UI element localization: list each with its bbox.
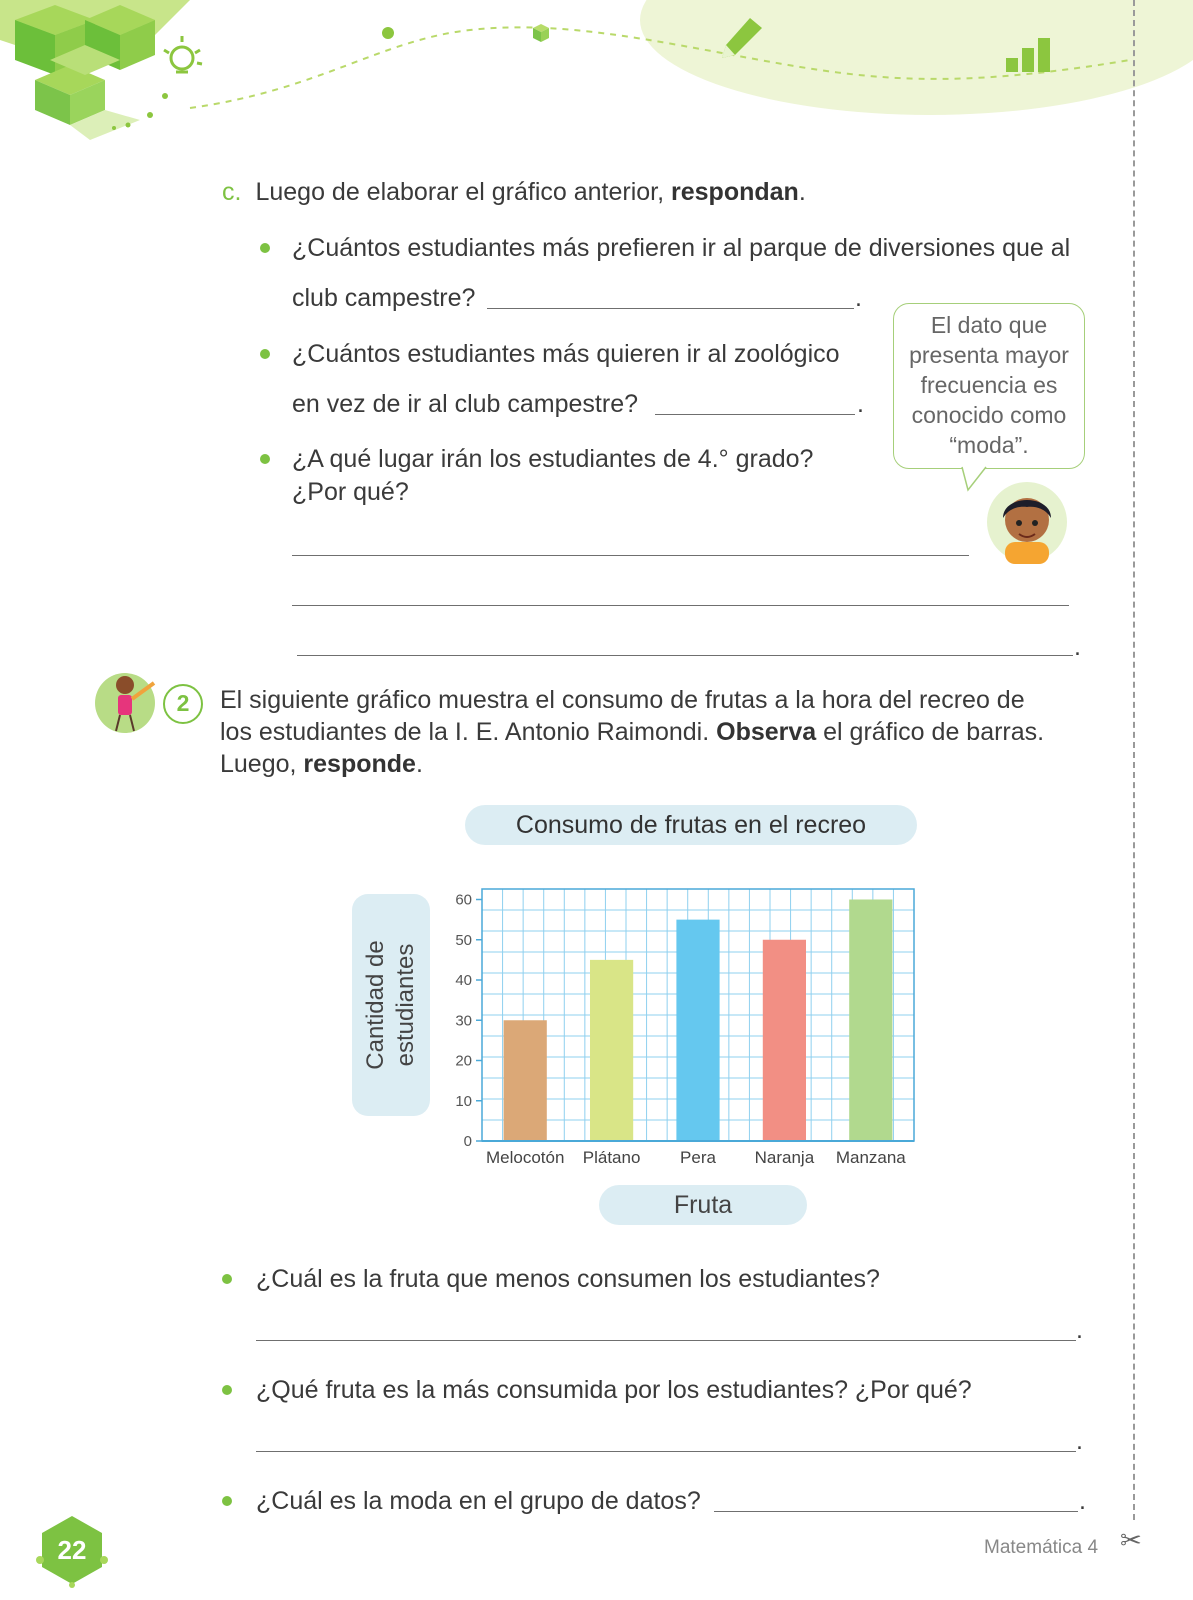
boy-avatar — [985, 480, 1069, 564]
girl-with-pencil-icon — [92, 665, 162, 735]
y-tick-label: 40 — [455, 972, 472, 989]
answer-line-2-3[interactable] — [714, 1511, 1078, 1512]
question-c2-line2: en vez de ir al club campestre? — [292, 390, 639, 418]
y-tick-label: 20 — [455, 1052, 472, 1070]
answer-dot: . — [1079, 1487, 1086, 1515]
question-c2-line1: ¿Cuántos estudiantes más quieren ir al zoológico — [292, 340, 840, 368]
answer-line-c3a[interactable] — [292, 555, 969, 556]
bullet — [222, 1274, 232, 1284]
section-c-intro: c. Luego de elaborar el gráfico anterior, respondan. — [222, 178, 806, 206]
activity-number-badge: 2 — [163, 684, 203, 724]
chart-title: Consumo de frutas en el recreo — [465, 805, 917, 845]
bullet — [260, 349, 270, 359]
answer-dot: . — [855, 284, 862, 312]
speech-bubble: El dato que presenta mayor frecuencia es conocido como “moda”. — [893, 303, 1085, 469]
bullet — [222, 1496, 232, 1506]
cut-line — [1133, 0, 1135, 1520]
answer-line-c2[interactable] — [655, 414, 855, 415]
bar-chart — [440, 862, 930, 1174]
bar-melocotón — [504, 1020, 547, 1141]
y-tick-label: 50 — [455, 931, 472, 949]
x-tick-label: Pera — [680, 1148, 716, 1167]
x-axis-label: Fruta — [599, 1185, 807, 1225]
x-tick-label: Melocotón — [485, 1148, 565, 1167]
answer-dot: . — [1074, 633, 1081, 661]
answer-line-2-2[interactable] — [256, 1451, 1076, 1452]
bar-manzana — [849, 900, 892, 1142]
bullet — [222, 1385, 232, 1395]
question-c1-line2: club campestre? — [292, 284, 476, 312]
scissors-icon: ✂ — [1120, 1525, 1142, 1555]
page-number: 22 — [57, 1535, 87, 1565]
bar-plátano — [590, 960, 633, 1141]
lightbulb-icon — [164, 36, 202, 72]
answer-dot: . — [857, 390, 864, 418]
x-tick-label: Plátano — [582, 1148, 641, 1167]
answer-line-2-1[interactable] — [256, 1340, 1076, 1341]
bullet — [260, 454, 270, 464]
answer-dot: . — [1076, 1316, 1083, 1344]
answer-line-c1[interactable] — [487, 308, 854, 309]
question-c1-line1: ¿Cuántos estudiantes más prefieren ir al parque de diversiones que al — [292, 234, 1071, 262]
answer-line-c3c[interactable] — [297, 655, 1073, 656]
x-tick-label: Naranja — [754, 1148, 815, 1167]
activity-2-line1: El siguiente gráfico muestra el consumo de frutas a la hora del recreo de — [220, 686, 1025, 714]
question-c3-line2: ¿Por qué? — [292, 478, 409, 506]
y-tick-label: 10 — [455, 1092, 472, 1110]
y-tick-label: 60 — [455, 891, 472, 909]
activity-2-line2: los estudiantes de la I. E. Antonio Raimondi. Observa el gráfico de barras. — [220, 718, 1045, 746]
cubes-illustration — [0, 0, 190, 140]
question-c3-line1: ¿A qué lugar irán los estudiantes de 4.° grado? — [292, 445, 814, 473]
book-title: Matemática 4 — [984, 1537, 1099, 1558]
question-2-3: ¿Cuál es la moda en el grupo de datos? — [256, 1487, 701, 1515]
y-tick-label: 30 — [455, 1012, 472, 1030]
y-tick-label: 0 — [463, 1133, 472, 1150]
header-decoration — [0, 0, 1193, 150]
bar-naranja — [763, 940, 806, 1141]
question-2-2: ¿Qué fruta es la más consumida por los estudiantes? ¿Por qué? — [256, 1376, 972, 1404]
y-axis-label: Cantidad de estudiantes — [362, 940, 419, 1070]
bar-pera — [676, 920, 719, 1141]
question-2-1: ¿Cuál es la fruta que menos consumen los estudiantes? — [256, 1265, 880, 1293]
bullet — [260, 243, 270, 253]
x-tick-label: Manzana — [835, 1148, 906, 1167]
answer-dot: . — [1076, 1427, 1083, 1455]
answer-line-c3b[interactable] — [292, 605, 1069, 606]
section-c-letter: c. — [222, 178, 242, 206]
activity-2-line3: Luego, responde. — [220, 750, 423, 778]
